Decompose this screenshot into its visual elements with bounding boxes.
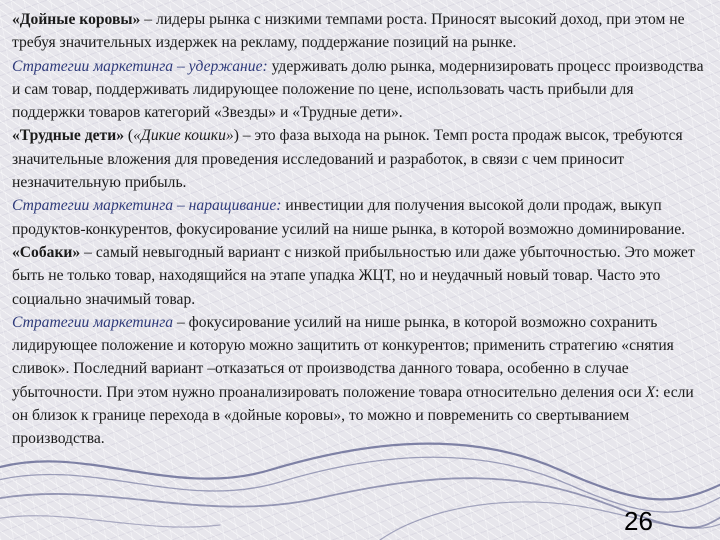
- slide-text-body: [12, 8, 706, 451]
- paragraph-problem-children: [12, 124, 706, 194]
- term-cash-cows: «Дойные коровы»: [12, 11, 141, 28]
- page-number: 26: [624, 506, 653, 536]
- term-problem-children: «Трудные дети»: [12, 127, 125, 145]
- paragraph-strategy-dogs: [12, 311, 706, 451]
- term-dogs: «Собаки»: [12, 243, 81, 261]
- paragraph-text: : если он близок к границе перехода в «дойные коровы», то можно и повременить со свертыванием производства.: [12, 383, 694, 448]
- paragraph-text: – фокусирование усилий на нише рынка, в которой возможно сохранить лидирующее положение и которую можно защитить от конкурентов; применить стратегию «снятия сливок». Последний вариант –отказаться от производства данного товара, особенно в случае убыточности. При этом нужно проанализировать положение товара относительно деления оси: [12, 313, 674, 401]
- strategy-label: Стратегии маркетинга – удержание:: [12, 57, 268, 75]
- paragraph-cash-cows: [12, 8, 706, 55]
- strategy-label: Стратегии маркетинга: [12, 313, 174, 331]
- paragraph-text: – самый невыгодный вариант с низкой прибыльностью или даже убыточностью. Это может быть не только товар, находящийся на этапе упадка ЖЦТ, но и неудачный новый товар. Часто это социально значимый товар.: [12, 243, 695, 308]
- strategy-label: Стратегии маркетинга – наращивание:: [12, 197, 282, 215]
- paragraph-text: – лидеры рынка с низкими темпами роста. Приносят высокий доход, при этом не требуя значительных издержек на рекламу, поддержание позиций на рынке.: [12, 11, 685, 52]
- paragraph-strategy-retention: [12, 55, 706, 125]
- axis-label: X: [645, 383, 656, 401]
- paragraph-strategy-growth: [12, 194, 706, 241]
- paragraph-text: удерживать долю рынка, модернизировать процесс производства и сам товар, поддерживать лидирующее положение по цене, использовать часть прибыли для поддержки товаров категорий «Звезды» и «Трудные дети».: [12, 57, 704, 122]
- paragraph-dogs: [12, 241, 706, 311]
- paragraph-text: инвестиции для получения высокой доли продаж, выкуп продуктов-конкурентов, фокусирование усилий на нише рынка, в которой возможно доминирование.: [12, 197, 686, 238]
- term-wild-cats: «Дикие кошки»: [133, 127, 234, 145]
- paragraph-text: ) – это фаза выхода на рынок. Темп роста продаж высок, требуются значительные вложения для проведения исследований и разработок, в связи с чем приносит незначительную прибыль.: [12, 127, 683, 192]
- paragraph-text: (: [124, 127, 134, 145]
